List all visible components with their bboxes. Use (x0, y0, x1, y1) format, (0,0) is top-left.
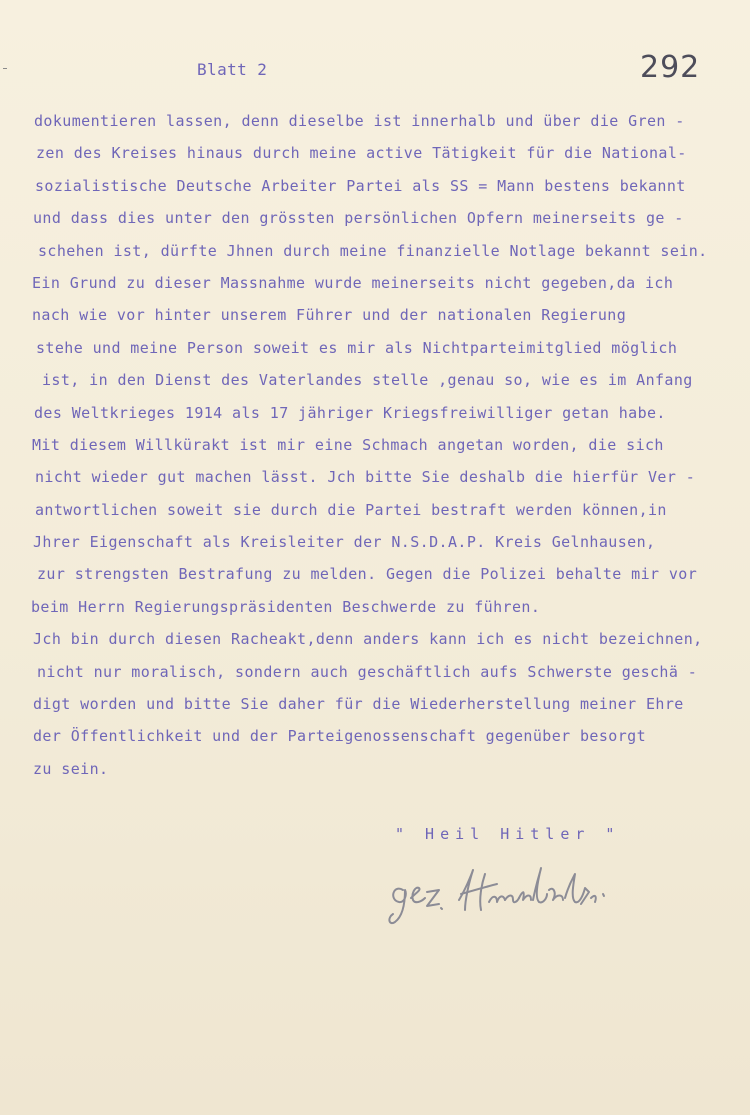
body-line: nicht wieder gut machen lässt. Jch bitte Sie deshalb die hierfür Ver - (35, 468, 696, 487)
body-line: digt worden und bitte Sie daher für die Wiederherstellung meiner Ehre (33, 695, 684, 714)
body-line: sozialistische Deutsche Arbeiter Partei als SS = Mann bestens bekannt (35, 176, 686, 195)
body-line: Ein Grund zu dieser Massnahme wurde meinerseits nicht gegeben,da ich (32, 273, 674, 292)
letter-body (30, 105, 730, 785)
closing-salutation: " Heil Hitler " (395, 825, 621, 843)
body-line: schehen ist, dürfte Jhnen durch meine finanzielle Notlage bekannt sein. (38, 241, 708, 260)
body-line: und dass dies unter den grössten persönlichen Opfern meinerseits ge - (33, 209, 684, 228)
handwritten-signature (385, 860, 645, 935)
body-line: Jch bin durch diesen Racheakt,denn anders kann ich es nicht bezeichnen, (33, 630, 703, 649)
body-line: beim Herrn Regierungspräsidenten Beschwerde zu führen. (31, 597, 541, 616)
body-line: zu sein. (33, 759, 109, 778)
edge-mark (3, 68, 7, 69)
body-line: Jhrer Eigenschaft als Kreisleiter der N.S.D.A.P. Kreis Gelnhausen, (33, 533, 656, 552)
body-line: ist, in den Dienst des Vaterlandes stelle ,genau so, wie es im Anfang (42, 371, 693, 390)
body-line: zur strengsten Bestrafung zu melden. Gegen die Polizei behalte mir vor (37, 565, 698, 584)
signature-image (385, 860, 645, 930)
sheet-label: Blatt 2 (197, 60, 268, 79)
body-line: antwortlichen soweit sie durch die Partei bestraft werden können,in (35, 500, 667, 519)
body-line: des Weltkrieges 1914 als 17 jähriger Kriegsfreiwilliger getan habe. (34, 403, 666, 422)
page-number: 292 (640, 50, 701, 85)
body-line: dokumentieren lassen, denn dieselbe ist innerhalb und über die Gren - (34, 112, 685, 130)
body-line: zen des Kreises hinaus durch meine active Tätigkeit für die National- (36, 144, 687, 163)
body-line: Mit diesem Willkürakt ist mir eine Schmach angetan worden, die sich (32, 435, 664, 454)
body-line: nicht nur moralisch, sondern auch geschäftlich aufs Schwerste geschä - (37, 662, 698, 681)
body-line: nach wie vor hinter unserem Führer und der nationalen Regierung (32, 306, 627, 325)
body-line: stehe und meine Person soweit es mir als Nichtparteimitglied möglich (36, 338, 678, 357)
body-line: der Öffentlichkeit und der Parteigenossenschaft gegenüber besorgt (33, 727, 646, 746)
